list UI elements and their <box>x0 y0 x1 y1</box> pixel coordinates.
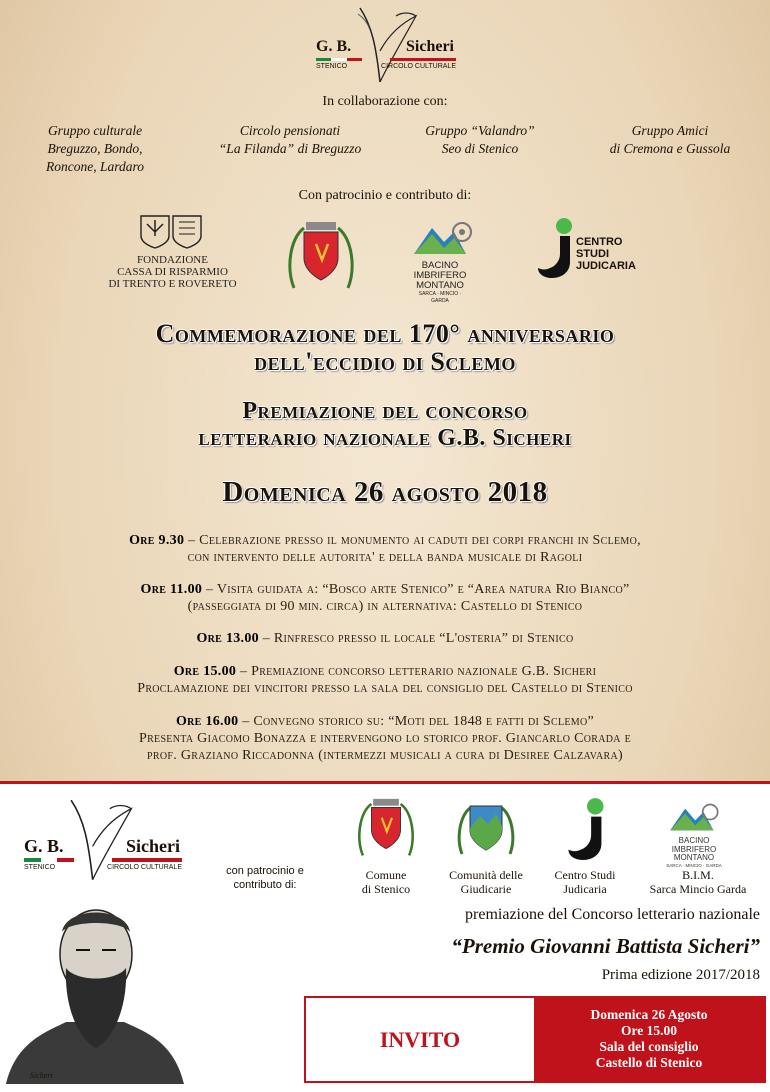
premiazione-line: premiazione del Concorso letterario nazionale <box>465 906 760 923</box>
logo-sub-right: CIRCOLO CULTURALE <box>381 63 456 70</box>
sponsor-label: B.I.M. Sarca Mincio Garda <box>649 868 747 896</box>
logo-gb: G. B. <box>316 38 352 55</box>
portrait-caption: Sicheri <box>30 1071 53 1080</box>
coat-of-arms-icon <box>137 214 207 250</box>
invito-details: Domenica 26 Agosto Ore 15.00 Sala del consiglio Castello di Stenico <box>534 998 764 1081</box>
premio-title: “Premio Giovanni Battista Sicheri” <box>451 934 760 958</box>
flag-stripe-right <box>112 858 182 862</box>
main-title: Commemorazione del 170° anniversario dell'eccidio di Sclemo <box>155 319 615 376</box>
sponsor-label: Comune di Stenico <box>361 868 411 896</box>
mountain-icon <box>664 802 728 832</box>
cs-judicaria-icon <box>562 796 612 862</box>
logo-sub-right: CIRCOLO CULTURALE <box>107 864 182 871</box>
centro-studi-logo: CENTRO STUDI JUDICARIA <box>536 216 656 282</box>
cs-judicaria-icon <box>536 216 576 280</box>
logo-sub-left: STENICO <box>316 63 348 70</box>
logo-sicheri: Sicheri <box>406 38 454 55</box>
flag-stripe-right <box>390 58 456 61</box>
stenico-crest-icon <box>286 218 356 294</box>
invito-box <box>304 996 766 1083</box>
contest-title: Premiazione del concorso letterario nazionale G.B. Sicheri <box>198 398 572 451</box>
top-logo <box>316 6 456 86</box>
group-breguzzo: Gruppo culturale Breguzzo, Bondo, Roncone, Lardaro <box>46 123 144 174</box>
logo-gb: G. B. <box>24 836 64 856</box>
flag-stripe <box>24 858 74 862</box>
giudicarie-crest-icon <box>456 798 516 862</box>
invitation-patronage: con patrocinio e contributo di: <box>226 865 304 891</box>
portrait-image <box>6 892 184 1084</box>
bacino-logo: BACINO IMBRIFERO MONTANO SARCA · MINCIO · GARDA <box>410 220 480 296</box>
flag-stripe <box>316 58 362 61</box>
stenico-crest-icon <box>356 794 416 862</box>
sponsor-label: Comunità delle Giudicarie <box>449 868 523 896</box>
invitation-logo <box>24 798 182 884</box>
collab-label: In collaborazione con: <box>322 94 448 109</box>
schedule-item: Ore 9.30 – Celebrazione presso il monumento ai caduti dei corpi franchi in Sclemo, con intervento delle autorita' e della banda musicale di Ragoli <box>129 533 641 565</box>
invito-label: INVITO <box>379 1027 461 1052</box>
schedule-item: Ore 15.00 – Premiazione concorso letterario nazionale G.B. Sicheri Proclamazione dei vincitori presso la sala del consiglio del Castello di Stenico <box>137 664 633 696</box>
schedule-item: Ore 16.00 – Convegno storico su: “Moti del 1848 e fatti di Sclemo” Presenta Giacomo Bonazza e intervengono lo storico prof. Giancarlo Corada e prof. Graziano Riccadonna (intermezzi musicali a cura di Desiree Calzavara) <box>138 714 631 763</box>
event-date: Domenica 26 agosto 2018 <box>222 476 548 508</box>
group-cremona: Gruppo Amici di Cremona e Gussola <box>609 123 731 156</box>
mountain-icon <box>410 220 480 256</box>
edition-line: Prima edizione 2017/2018 <box>601 967 760 983</box>
sponsor-label: Centro Studi Judicaria <box>554 868 616 896</box>
fondazione-logo: FONDAZIONE CASSA DI RISPARMIO DI TRENTO E ROVERETO <box>95 214 250 296</box>
logo-sub-left: STENICO <box>24 864 56 871</box>
group-filanda: Circolo pensionati “La Filanda” di Breguzzo <box>218 123 362 156</box>
schedule-item: Ore 13.00 – Rinfresco presso il locale “L'osteria” di Stenico <box>196 631 574 646</box>
schedule-item: Ore 11.00 – Visita guidata a: “Bosco arte Stenico” e “Area natura Rio Bianco” (passeggiata di 90 min. circa) in alternativa: Castello di Stenico <box>140 582 630 614</box>
group-valandro: Gruppo “Valandro” Seo di Stenico <box>425 123 535 156</box>
patronage-label: Con patrocinio e contributo di: <box>298 188 472 203</box>
quill-icon <box>60 798 136 884</box>
invitation-panel <box>0 781 770 1092</box>
bim-logo: BACINO IMBRIFERO MONTANO SARCA · MINCIO · GARDA <box>664 802 728 862</box>
logo-sicheri: Sicheri <box>126 836 180 856</box>
